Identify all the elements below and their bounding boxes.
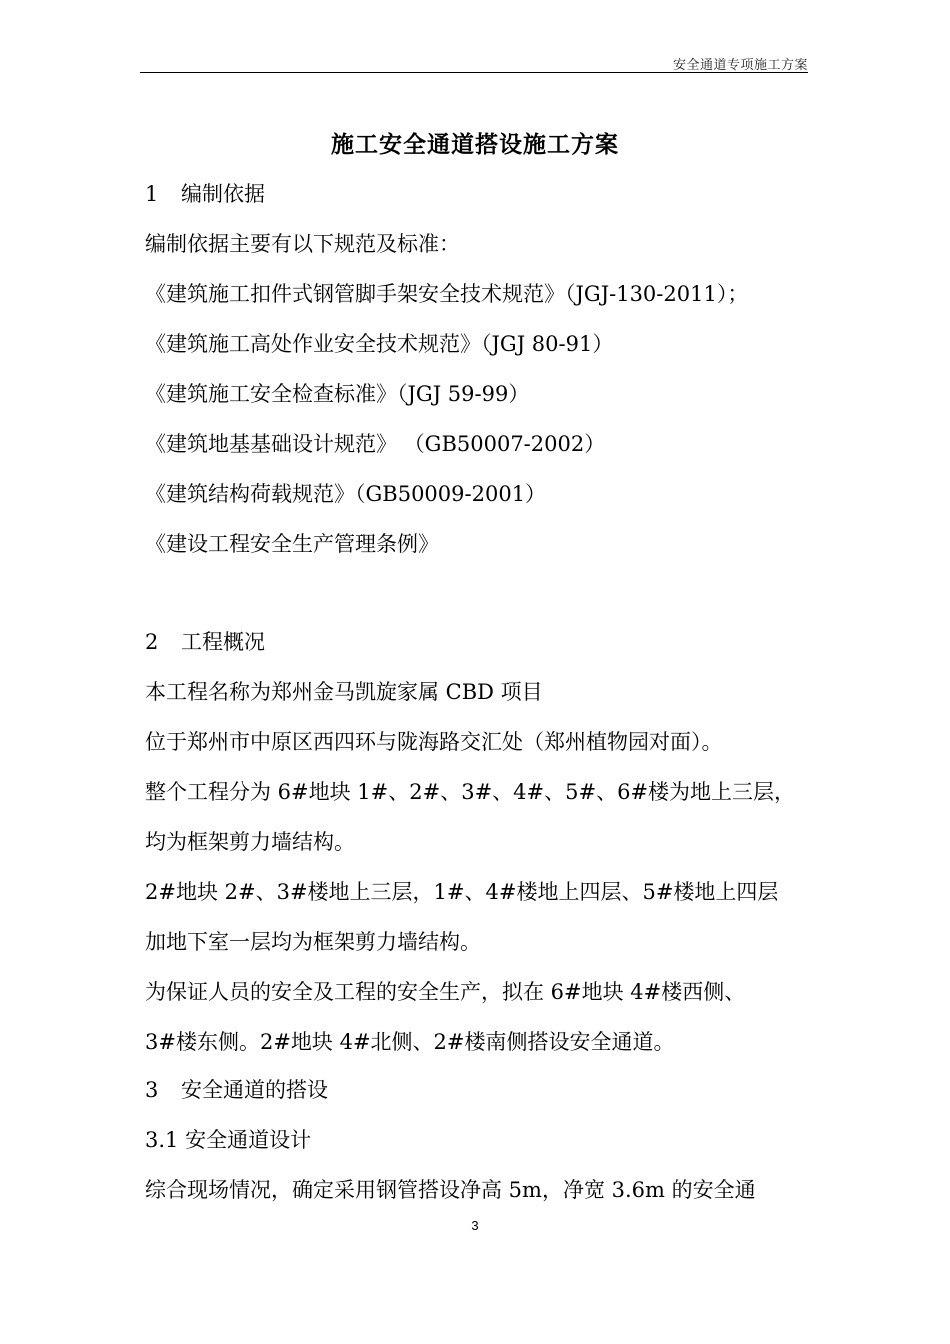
reference-item: 《建筑施工扣件式钢管脚手架安全技术规范》（JGJ-130-2011）； bbox=[145, 282, 749, 306]
section-1-intro: 编制依据主要有以下规范及标准： bbox=[145, 232, 460, 256]
document-title: 施工安全通道搭设施工方案 bbox=[331, 131, 619, 158]
section-3-heading bbox=[145, 1076, 328, 1104]
reference-item: 《建设工程安全生产管理条例》 bbox=[145, 532, 439, 556]
reference-item: 《建筑结构荷载规范》（GB50009-2001） bbox=[145, 482, 547, 506]
paragraph-line: 本工程名称为郑州金马凯旋家属 CBD 项目 bbox=[145, 680, 543, 704]
subsection-3-1-heading: 3.1 安全通道设计 bbox=[145, 1128, 312, 1152]
section-3-number: 3 bbox=[145, 1078, 159, 1102]
header-running-title: 安全通道专项施工方案 bbox=[672, 58, 808, 73]
page-number: 3 bbox=[471, 1218, 479, 1233]
paragraph-line: 2#地块 2#、3#楼地上三层，1#、4#楼地上四层、5#楼地上四层 bbox=[145, 880, 779, 904]
reference-item: 《建筑施工高处作业安全技术规范》（JGJ 80-91） bbox=[145, 332, 614, 356]
section-2-title: 工程概况 bbox=[181, 630, 265, 654]
paragraph-line: 综合现场情况，确定采用钢管搭设净高 5m，净宽 3.6m 的安全通 bbox=[145, 1178, 756, 1202]
reference-item: 《建筑地基基础设计规范》 （GB50007-2002） bbox=[145, 432, 606, 456]
reference-item: 《建筑施工安全检查标准》（JGJ 59-99） bbox=[145, 382, 530, 406]
section-3-title: 安全通道的搭设 bbox=[181, 1078, 328, 1102]
section-2-number: 2 bbox=[145, 630, 159, 654]
section-2-heading bbox=[145, 628, 265, 656]
section-1-title: 编制依据 bbox=[181, 182, 265, 206]
page-header bbox=[140, 52, 808, 73]
paragraph-line: 为保证人员的安全及工程的安全生产，拟在 6#地块 4#楼西侧、 bbox=[145, 980, 746, 1004]
paragraph-line: 位于郑州市中原区西四环与陇海路交汇处（郑州植物园对面）。 bbox=[145, 730, 723, 754]
section-1-number: 1 bbox=[145, 182, 159, 206]
paragraph-line: 整个工程分为 6#地块 1#、2#、3#、4#、5#、6#楼为地上三层， bbox=[145, 780, 796, 804]
section-1-heading bbox=[145, 180, 265, 208]
paragraph-line: 3#楼东侧。2#地块 4#北侧、2#楼南侧搭设安全通道。 bbox=[145, 1030, 675, 1054]
paragraph-line: 均为框架剪力墙结构。 bbox=[145, 830, 355, 854]
paragraph-line: 加地下室一层均为框架剪力墙结构。 bbox=[145, 930, 481, 954]
